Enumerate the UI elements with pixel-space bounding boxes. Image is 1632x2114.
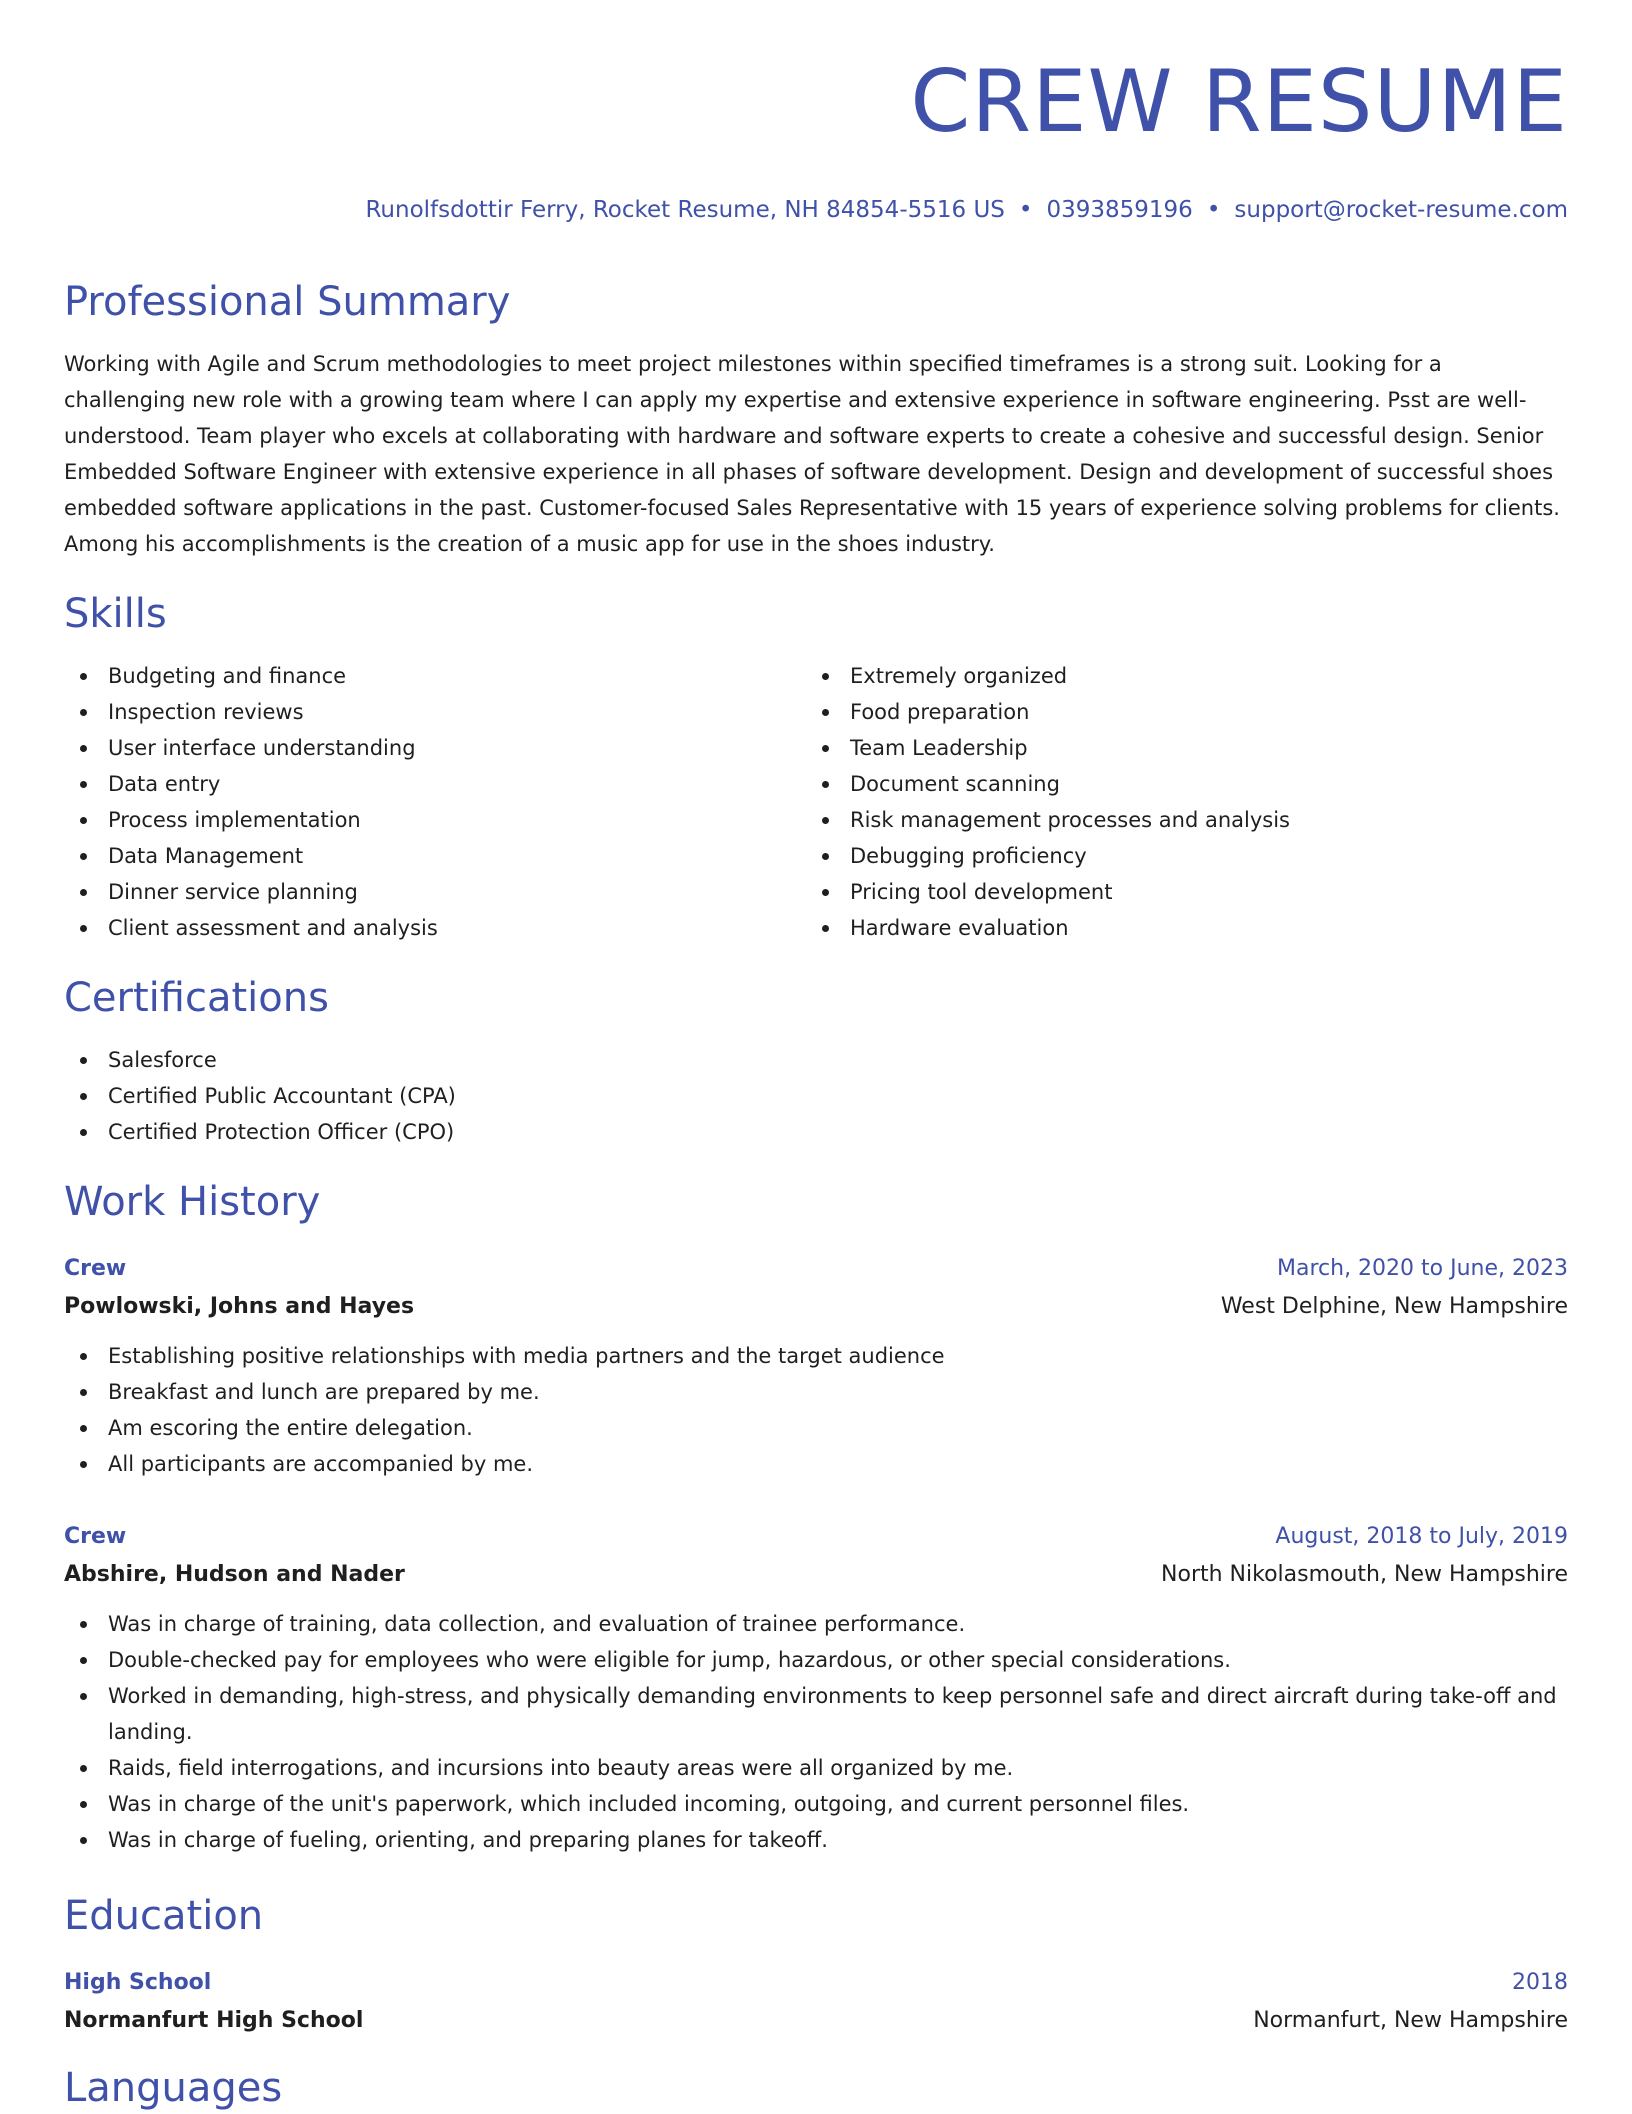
job-company: Abshire, Hudson and Nader <box>64 1562 405 1587</box>
job-company-row <box>64 1288 1568 1326</box>
education-school: Normanfurt High School <box>64 2008 364 2033</box>
contact-separator: • <box>1018 197 1033 223</box>
job-company: Powlowski, Johns and Hayes <box>64 1294 415 1319</box>
skill-item: Risk management processes and analysis <box>806 802 1548 838</box>
summary-text: Working with Agile and Scrum methodologies to meet project milestones within specified timeframes is a strong suit. Looking for a challenging new role with a growing team where I can apply my expertise and extensive experience in software engineering. Psst are well-understood. Team player who excels at collaborating with hardware and software experts to create a cohesive and successful design. Senior Embedded Software Engineer with extensive experience in all phases of software development. Design and development of successful shoes embedded software applications in the past. Customer-focused Sales Representative with 15 years of experience solving problems for clients. Among his accomplishments is the creation of a music app for use in the shoes industry. <box>64 352 1560 556</box>
education-header-row <box>64 1964 1568 2002</box>
job-duty: Raids, field interrogations, and incursions into beauty areas were all organized by me. <box>64 1750 1568 1786</box>
skill-item: Process implementation <box>64 802 806 838</box>
skill-item: Inspection reviews <box>64 694 806 730</box>
certification-item: Certified Protection Officer (CPO) <box>64 1114 1568 1150</box>
job-duty: Establishing positive relationships with media partners and the target audience <box>64 1338 1568 1374</box>
job-header-row <box>64 1518 1568 1556</box>
skills-columns <box>64 658 1568 946</box>
skill-item: Food preparation <box>806 694 1548 730</box>
job-entry <box>64 1250 1568 1482</box>
resume-title: CREW RESUME <box>910 52 1568 152</box>
skill-item: Dinner service planning <box>64 874 806 910</box>
skill-item: Data entry <box>64 766 806 802</box>
certifications-heading: Certifications <box>64 975 329 1021</box>
job-duty: Was in charge of the unit's paperwork, which included incoming, outgoing, and current personnel files. <box>64 1786 1568 1822</box>
job-duty: Double-checked pay for employees who were eligible for jump, hazardous, or other special considerations. <box>64 1642 1568 1678</box>
job-duty: Am escoring the entire delegation. <box>64 1410 1568 1446</box>
skill-item: Debugging proficiency <box>806 838 1548 874</box>
skill-item: Document scanning <box>806 766 1548 802</box>
skill-item: Data Management <box>64 838 806 874</box>
contact-separator: • <box>1206 197 1221 223</box>
certification-item: Salesforce <box>64 1042 1568 1078</box>
email-link[interactable]: support@rocket-resume.com <box>1234 197 1568 223</box>
job-header-row <box>64 1250 1568 1288</box>
skill-item: Pricing tool development <box>806 874 1548 910</box>
skills-list-left <box>64 658 806 946</box>
skill-item: Budgeting and finance <box>64 658 806 694</box>
education-location: Normanfurt, New Hampshire <box>1253 2008 1568 2033</box>
work-history-heading: Work History <box>64 1179 321 1225</box>
education-school-row <box>64 2002 1568 2040</box>
skills-heading: Skills <box>64 591 167 637</box>
job-duty: Was in charge of fueling, orienting, and preparing planes for takeoff. <box>64 1822 1568 1858</box>
job-company-row <box>64 1556 1568 1594</box>
job-duty: Was in charge of training, data collection, and evaluation of trainee performance. <box>64 1606 1568 1642</box>
education-entry <box>64 1964 1568 2040</box>
job-dates: August, 2018 to July, 2019 <box>1275 1524 1568 1549</box>
job-duties-list <box>64 1338 1568 1482</box>
education-year: 2018 <box>1512 1970 1568 1995</box>
skill-item: Extremely organized <box>806 658 1548 694</box>
skill-item: Hardware evaluation <box>806 910 1548 946</box>
certifications-list <box>64 1042 1568 1150</box>
skill-item: User interface understanding <box>64 730 806 766</box>
skills-list-right <box>806 658 1548 946</box>
job-duty: Breakfast and lunch are prepared by me. <box>64 1374 1568 1410</box>
contact-line <box>64 194 1568 226</box>
skills-column-right <box>806 658 1548 946</box>
job-role: Crew <box>64 1256 127 1281</box>
job-dates: March, 2020 to June, 2023 <box>1277 1256 1568 1281</box>
job-duty: All participants are accompanied by me. <box>64 1446 1568 1482</box>
summary-heading: Professional Summary <box>64 279 511 325</box>
education-degree: High School <box>64 1970 212 1995</box>
languages-heading: Languages <box>64 2065 283 2111</box>
job-duties-list <box>64 1606 1568 1858</box>
job-duty: Worked in demanding, high-stress, and physically demanding environments to keep personnel safe and direct aircraft during take-off and landing. <box>64 1678 1568 1750</box>
skill-item: Client assessment and analysis <box>64 910 806 946</box>
job-entry <box>64 1518 1568 1858</box>
skills-column-left <box>64 658 806 946</box>
address: Runolfsdottir Ferry, Rocket Resume, NH 84854-5516 US <box>365 197 1005 223</box>
skill-item: Team Leadership <box>806 730 1548 766</box>
job-location: North Nikolasmouth, New Hampshire <box>1161 1562 1568 1587</box>
phone: 0393859196 <box>1046 197 1193 223</box>
job-role: Crew <box>64 1524 127 1549</box>
resume-page <box>64 0 1568 2114</box>
job-location: West Delphine, New Hampshire <box>1220 1294 1568 1319</box>
certification-item: Certified Public Accountant (CPA) <box>64 1078 1568 1114</box>
education-heading: Education <box>64 1893 264 1939</box>
